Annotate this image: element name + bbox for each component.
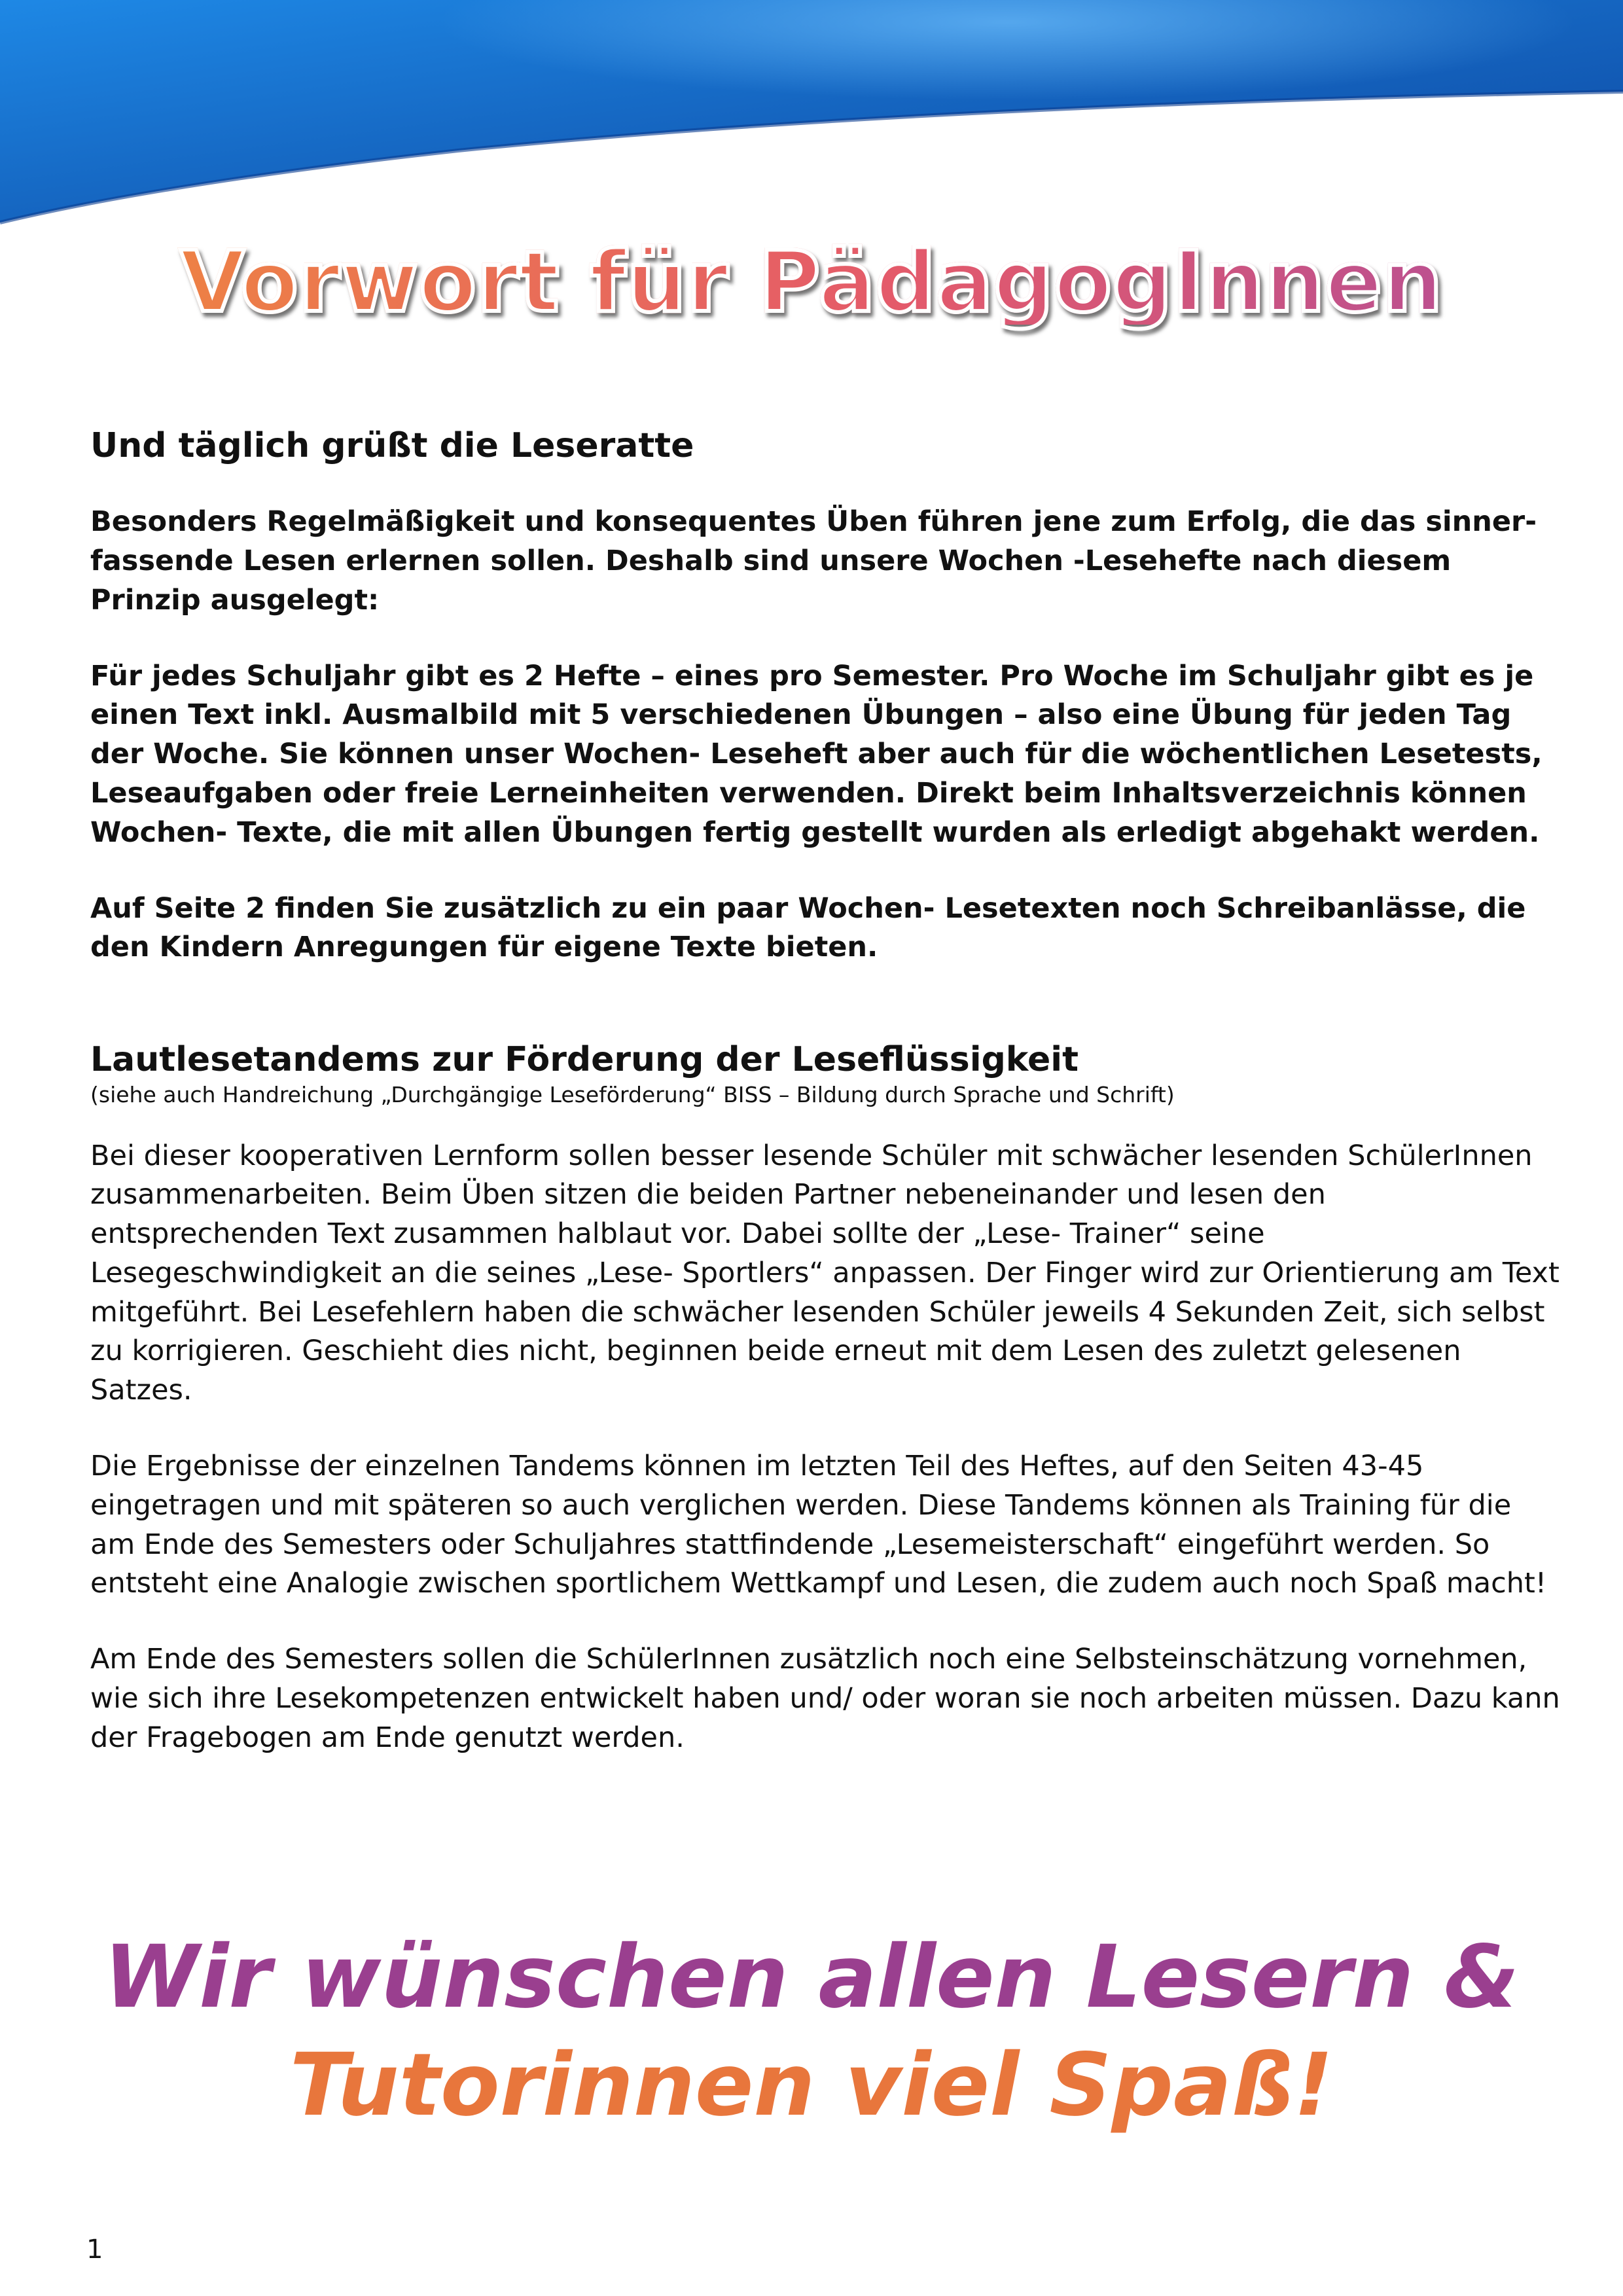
paragraph: Für jedes Schuljahr gibt es 2 Hefte – eines pro Semester. Pro Woche im Schuljahr gibt es je einen Text inkl. Ausmalbild mit 5 verschiedenen Übungen – also eine Übung für jeden Tag der Woche. Sie können unser Wochen- Leseheft aber auch für die wöchentlichen Lesetests, Leseaufgaben oder freie Lerneinheiten verwenden. Direkt beim Inhaltsverzeichnis können Wochen- Texte, die mit allen Übungen fertig gestellt wurden als erledigt abgehakt werden. [90, 659, 1543, 849]
section-heading: Lautlesetandems zur Förderung der Leseflüssigkeit [90, 1040, 1079, 1080]
paragraph: Am Ende des Semesters sollen die SchülerInnen zusätzlich noch eine Selbsteinschätzung vornehmen, wie sich ihre Lesekompetenzen entwickelt haben und/ oder woran sie noch arbeiten müssen. Dazu kann der Fragebogen am Ende genutzt werden. [90, 1643, 1560, 1754]
closing-line-1: Wir wünschen allen Lesern & [103, 1927, 1520, 2028]
section-heading: Und täglich grüßt die Leseratte [90, 426, 694, 465]
paragraph: Auf Seite 2 finden Sie zusätzlich zu ein paar Wochen- Lesetexten noch Schreibanlässe, die den Kindern Anregungen für eigene Texte bieten. [90, 891, 1526, 964]
paragraph: Besonders Regelmäßigkeit und konsequentes Üben führen jene zum Erfolg, die das sinner-fassende Lesen erlernen sollen. Deshalb sind unsere Wochen -Lesehefte nach diesem Prinzip ausgelegt: [90, 505, 1537, 617]
page-title: Vorwort für PädagogInnen [0, 241, 1623, 325]
paragraph: Die Ergebnisse der einzelnen Tandems können im letzten Teil des Heftes, auf den Seiten 43-45 eingetragen und mit späteren so auch verglichen werden. Diese Tandems können als Training für die am Ende des Semesters oder Schuljahres stattfindende „Lesemeisterschaft“ eingeführt werden. So entsteht eine Analogie zwischen sportlichem Wettkampf und Lesen, die zudem auch noch Spaß macht! [90, 1449, 1547, 1600]
paragraph: Bei dieser kooperativen Lernform sollen besser lesende Schüler mit schwächer lesenden SchülerInnen zusammenarbeiten. Beim Üben sitzen die beiden Partner nebeneinander und lesen den entsprechenden Text zusammen halblaut vor. Dabei sollte der „Lese- Trainer“ seine Lesegeschwindigkeit an die seines „Lese- Sportlers“ anpassen. Der Finger wird zur Orientierung am Text mitgeführt. Bei Lesefehlern haben die schwächer lesenden Schüler jeweils 4 Sekunden Zeit, sich selbst zu korrigieren. Geschieht dies nicht, beginnen beide erneut mit dem Lesen des zuletzt gelesenen Satzes. [90, 1139, 1560, 1407]
page-number: 1 [86, 2234, 103, 2265]
reference-note: (siehe auch Handreichung „Durchgängige Leseförderung“ BISS – Bildung durch Sprache und Schrift) [90, 1082, 1175, 1108]
header-banner [0, 0, 1623, 236]
closing-line-2: Tutorinnen viel Spaß! [289, 2035, 1334, 2136]
main-content [90, 425, 1563, 1757]
